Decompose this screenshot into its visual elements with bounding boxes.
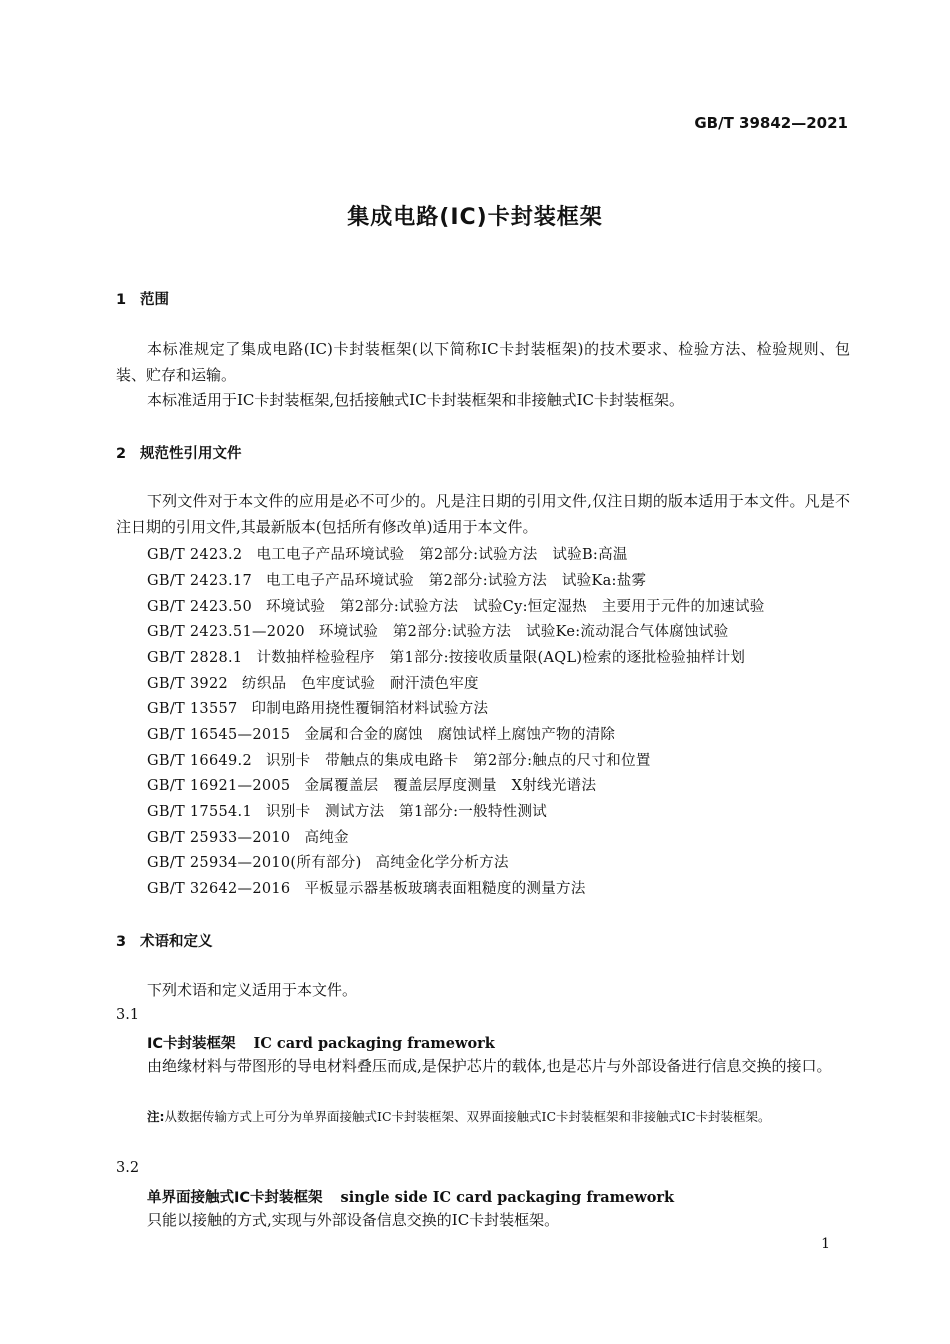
reference-title: 平板显示器基板玻璃表面粗糙度的测量方法	[304, 881, 586, 897]
term-heading	[147, 1186, 674, 1207]
reference-item	[147, 646, 745, 667]
reference-item	[147, 672, 479, 693]
reference-code: GB/T 17554.1	[147, 804, 252, 820]
section-heading-scope	[116, 288, 169, 309]
term-en: single side IC card packaging framework	[340, 1189, 675, 1206]
clause-number: 3.2	[116, 1160, 140, 1176]
reference-item	[147, 826, 349, 847]
page-number: 1	[821, 1236, 830, 1252]
reference-code: GB/T 2828.1	[147, 650, 243, 666]
scope-paragraph: 本标准适用于IC卡封装框架,包括接触式IC卡封装框架和非接触式IC卡封装框架。	[147, 391, 684, 409]
section-number: 2	[116, 446, 127, 462]
terms-intro: 下列术语和定义适用于本文件。	[147, 981, 358, 999]
reference-title: 环境试验 第2部分:试验方法 试验Cy:恒定湿热 主要用于元件的加速试验	[265, 599, 765, 615]
term-en: IC card packaging framework	[253, 1035, 495, 1052]
section-title: 规范性引用文件	[140, 446, 242, 462]
reference-title: 识别卡 测试方法 第1部分:一般特性测试	[265, 804, 548, 820]
term-zh: 单界面接触式IC卡封装框架	[147, 1190, 323, 1206]
reference-code: GB/T 2423.17	[147, 573, 252, 589]
section-number: 1	[116, 292, 127, 308]
reference-code: GB/T 3922	[147, 676, 229, 692]
term-definition: 由绝缘材料与带图形的导电材料叠压而成,是保护芯片的载体,也是芯片与外部设备进行信息交换的接口。	[147, 1057, 832, 1075]
reference-item	[147, 800, 547, 821]
reference-title: 纺织品 色牢度试验 耐汗渍色牢度	[242, 676, 479, 692]
reference-title: 环境试验 第2部分:试验方法 试验Ke:流动混合气体腐蚀试验	[318, 624, 729, 640]
section-heading-terms	[116, 930, 213, 951]
reference-code: GB/T 25934—2010(所有部分)	[147, 855, 362, 871]
note-text: 从数据传输方式上可分为单界面接触式IC卡封装框架、双界面接触式IC卡封装框架和非接触式IC卡封装框架。	[164, 1109, 771, 1124]
reference-item	[147, 749, 651, 770]
reference-item	[147, 595, 765, 616]
reference-item	[147, 723, 615, 744]
reference-item	[147, 620, 728, 641]
section-number: 3	[116, 934, 127, 950]
term-note	[147, 1105, 849, 1129]
reference-title: 识别卡 带触点的集成电路卡 第2部分:触点的尺寸和位置	[265, 753, 651, 769]
reference-code: GB/T 16545—2015	[147, 727, 291, 743]
reference-item	[147, 697, 488, 718]
term-definition: 只能以接触的方式,实现与外部设备信息交换的IC卡封装框架。	[147, 1211, 560, 1229]
term-heading	[147, 1032, 495, 1053]
section-heading-references	[116, 442, 242, 463]
reference-title: 印制电路用挠性覆铜箔材料试验方法	[251, 701, 489, 717]
reference-title: 高纯金化学分析方法	[375, 855, 509, 871]
reference-item	[147, 569, 646, 590]
references-intro: 下列文件对于本文件的应用是必不可少的。凡是注日期的引用文件,仅注日期的版本适用于本文件。凡是不注日期的引用文件,其最新版本(包括所有修改单)适用于本文件。	[116, 492, 850, 536]
reference-code: GB/T 16649.2	[147, 753, 252, 769]
reference-code: GB/T 25933—2010	[147, 830, 291, 846]
reference-item	[147, 774, 596, 795]
reference-code: GB/T 32642—2016	[147, 881, 291, 897]
reference-title: 高纯金	[304, 830, 349, 846]
page-title: 集成电路(IC)卡封装框架	[347, 205, 603, 230]
reference-title: 电工电子产品环境试验 第2部分:试验方法 试验B:高温	[256, 547, 628, 563]
section-title: 范围	[140, 292, 169, 308]
reference-code: GB/T 16921—2005	[147, 778, 291, 794]
reference-item	[147, 877, 586, 898]
reference-title: 金属和合金的腐蚀 腐蚀试样上腐蚀产物的清除	[304, 727, 616, 743]
section-title: 术语和定义	[140, 934, 213, 950]
standard-code: GB/T 39842—2021	[694, 114, 848, 132]
reference-item	[147, 851, 509, 872]
scope-paragraph: 本标准规定了集成电路(IC)卡封装框架(以下简称IC卡封装框架)的技术要求、检验方法、检验规则、包装、贮存和运输。	[116, 340, 850, 384]
reference-title: 金属覆盖层 覆盖层厚度测量 X射线光谱法	[304, 778, 597, 794]
reference-code: GB/T 2423.51—2020	[147, 624, 305, 640]
term-zh: IC卡封装框架	[147, 1036, 236, 1052]
clause-number: 3.1	[116, 1007, 140, 1023]
reference-title: 电工电子产品环境试验 第2部分:试验方法 试验Ka:盐雾	[265, 573, 647, 589]
reference-item	[147, 543, 628, 564]
note-label: 注:	[147, 1109, 165, 1124]
reference-code: GB/T 13557	[147, 701, 238, 717]
reference-code: GB/T 2423.2	[147, 547, 243, 563]
reference-code: GB/T 2423.50	[147, 599, 252, 615]
reference-title: 计数抽样检验程序 第1部分:按接收质量限(AQL)检索的逐批检验抽样计划	[256, 650, 746, 666]
